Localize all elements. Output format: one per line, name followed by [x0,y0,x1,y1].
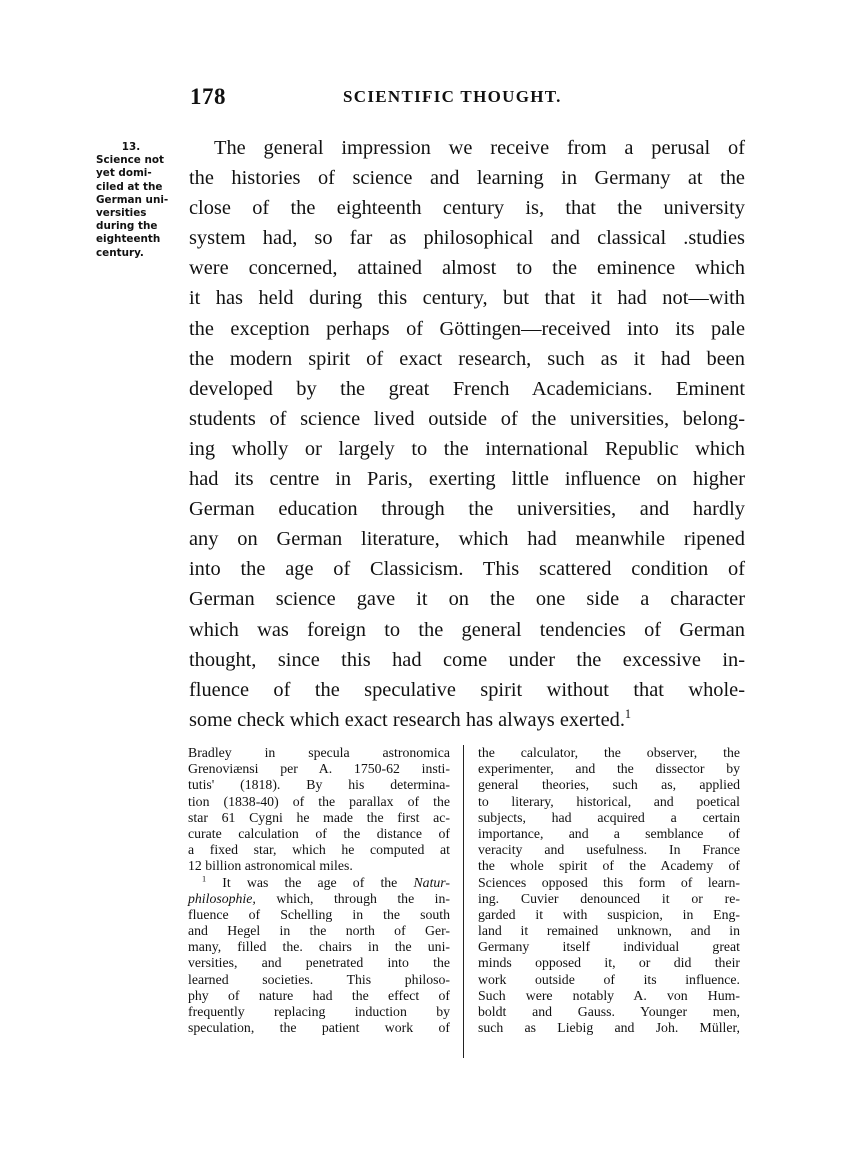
footnote-1-text: which, through the in- [255,890,450,906]
sidenote-line: German uni- [96,193,169,206]
footnote-line: the calculator, the observer, the [478,745,740,760]
footnote-line: fluence of Schelling in the south [188,906,450,922]
footnote-line: garded it with suspicion, in Eng- [478,906,740,922]
footnote-1-italic-term-end: philosophie, [188,890,256,906]
footnote-line: land it remained unknown, and in [478,923,740,939]
sidenote-number: 13. [121,141,141,153]
footnote-line: subjects, had acquired a certain [478,809,740,825]
footnote-1-marker: 1 [202,873,207,883]
footnote-column-right [478,745,740,1036]
running-head [190,84,746,114]
sidenote-line: century. [96,246,144,259]
footnote-line: curate calculation of the distance of [188,825,450,841]
text-line-content: some check which exact research has always exerted. [189,708,625,731]
text-line: German science gave it on the one side a character [189,588,745,611]
footnote-1-italic-term: Natur- [413,874,450,890]
footnote-line: minds opposed it, or did their [478,955,740,971]
footnote-line: general theories, such as, applied [478,777,740,793]
footnote-line: versities, and penetrated into the [188,955,450,971]
footnote-line: Grenoviænsi per A. 1750-62 insti- [188,761,450,777]
column-divider [463,745,464,1058]
text-line: ing wholly or largely to the international Republic which [189,437,745,460]
running-title: SCIENTIFIC THOUGHT. [343,87,562,106]
text-line: system had, so far as philosophical and classical .studies [189,227,745,250]
footnote-marker: 1 [624,706,632,721]
sidenote-line: eighteenth [96,233,161,246]
main-paragraph [189,133,745,735]
text-line-last [189,705,745,735]
text-line: close of the eighteenth century is, that the university [189,197,745,220]
footnote-1-first-line [188,875,450,891]
footnote-line: experimenter, and the dissector by [478,761,740,777]
footnote-line: the whole spirit of the Academy of [478,858,740,874]
marginal-sidenote [96,141,178,260]
footnotes-area [188,745,746,1060]
footnote-line: tion (1838-40) of the parallax of the [188,793,450,809]
footnote-line: 12 billion astronomical miles. [188,858,353,874]
footnote-line: a fixed star, which he computed at [188,842,450,858]
footnote-line: speculation, the patient work of [188,1020,450,1036]
text-line: developed by the great French Academicians. Eminent [189,377,745,400]
footnote-1-second-line [188,891,450,907]
text-line: The general impression we receive from a perusal of [214,137,745,159]
footnote-line: such as Liebig and Joh. Müller, [478,1020,740,1036]
footnote-1-text: It was the age of the [206,874,414,890]
text-line: thought, since this had come under the excessive in- [189,648,745,671]
footnote-line: many, filled the. chairs in the uni- [188,939,450,955]
footnote-line: ing. Cuvier denounced it or re- [478,890,740,906]
text-line: any on German literature, which had meanwhile ripened [189,528,745,551]
footnote-column-left [188,745,450,1036]
text-line: students of science lived outside of the universities, belong- [189,407,745,430]
sidenote-line: versities [96,207,147,220]
sidenote-line: ciled at the [96,180,163,193]
sidenote-line: during the [96,220,158,233]
text-line: into the age of Classicism. This scattered condition of [189,558,745,581]
text-line: were concerned, attained almost to the eminence which [189,257,745,280]
footnote-line: importance, and a semblance of [478,825,740,841]
footnote-line: phy of nature had the effect of [188,987,450,1003]
footnote-line: Sciences opposed this form of learn- [478,874,740,890]
text-line: the exception perhaps of Göttingen—received into its pale [189,317,745,340]
sidenote-line: Science not [96,154,164,167]
text-line: the modern spirit of exact research, such as it had been [189,347,745,370]
footnote-line: boldt and Gauss. Younger men, [478,1004,740,1019]
sidenote-line: yet domi- [96,167,152,180]
text-line: had its centre in Paris, exerting little influence on higher [189,468,745,491]
footnote-line: tutis' (1818). By his determina- [188,777,450,793]
footnote-line: star 61 Cygni he made the first ac- [188,809,450,825]
footnote-line: to literary, historical, and poetical [478,793,740,809]
text-line: the histories of science and learning in Germany at the [189,167,745,190]
footnote-line: Germany itself individual great [478,939,740,955]
footnote-line: frequently replacing induction by [188,1004,450,1019]
footnote-line: Such were notably A. von Hum- [478,987,740,1003]
text-line: it has held during this century, but that it had not—with [189,287,745,310]
footnote-line: learned societies. This philoso- [188,971,450,987]
footnote-line: veracity and usefulness. In France [478,842,740,858]
text-line: fluence of the speculative spirit without that whole- [189,678,745,701]
page-number: 178 [190,84,226,109]
text-line: German education through the universities, and hardly [189,498,745,521]
text-line: which was foreign to the general tendencies of German [189,618,745,641]
footnote-line: work outside of its influence. [478,971,740,987]
footnote-line: and Hegel in the north of Ger- [188,923,450,939]
footnote-line: Bradley in specula astronomica [188,745,450,760]
